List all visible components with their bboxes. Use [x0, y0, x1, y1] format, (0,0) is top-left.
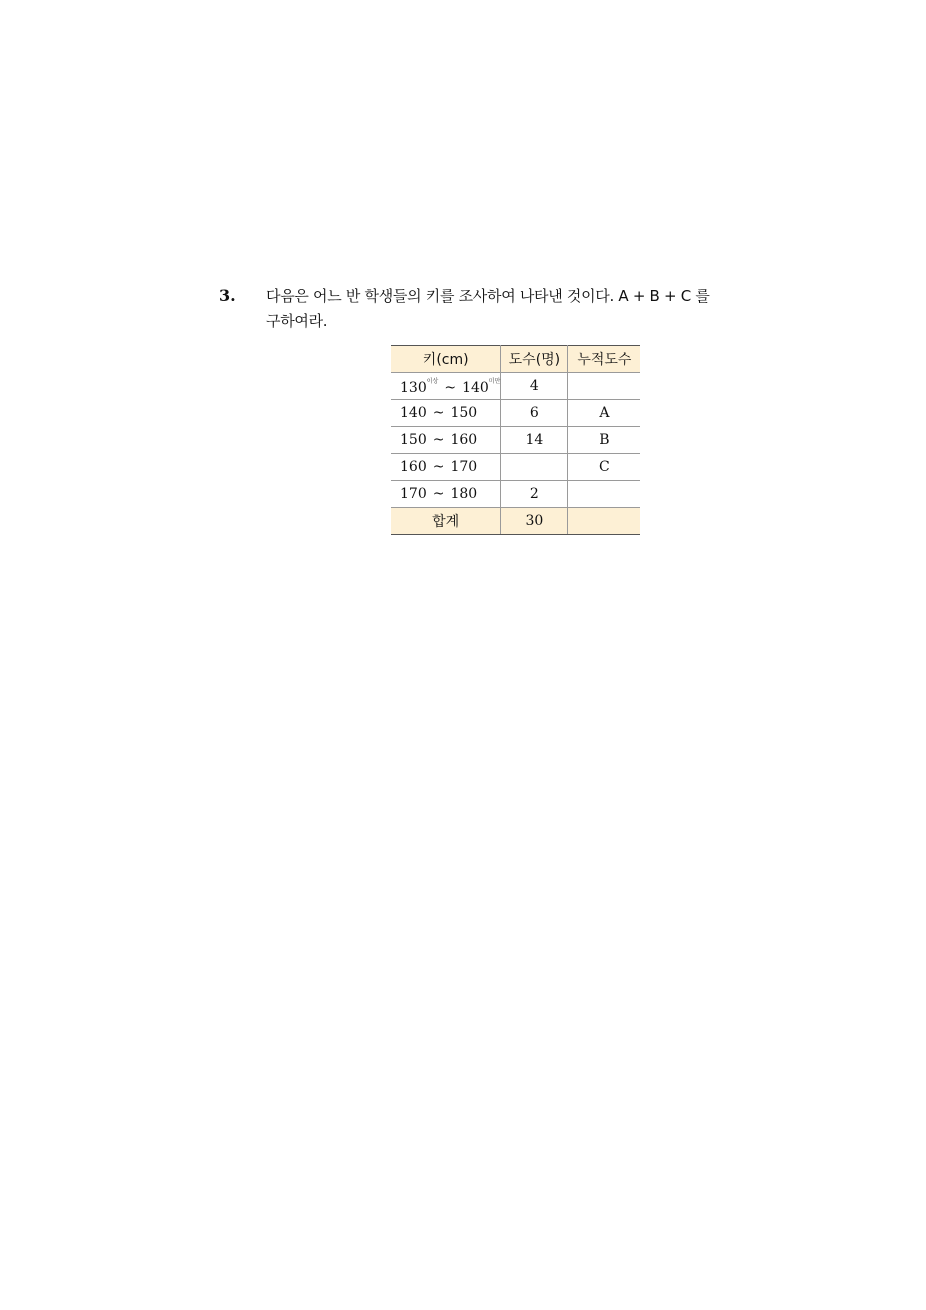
frequency-table	[391, 345, 640, 535]
class-interval	[391, 481, 501, 508]
interval-lower-bound: 130	[400, 380, 427, 396]
interval-tilde: ~	[432, 405, 445, 421]
problem-statement	[266, 284, 746, 334]
table-header-row	[391, 346, 640, 373]
interval-lower-bound: 150	[400, 432, 427, 448]
table-row	[391, 481, 640, 508]
interval-tilde: ~	[432, 486, 445, 502]
table-row	[391, 454, 640, 481]
total-frequency: 30	[501, 508, 568, 535]
inclusive-note: 이상	[426, 378, 439, 385]
frequency-cell: 4	[501, 373, 568, 400]
problem-statement-line-1: 다음은 어느 반 학생들의 키를 조사하여 나타낸 것이다. A + B + C 를	[266, 287, 710, 305]
total-cumulative-frequency	[568, 508, 641, 535]
class-interval	[391, 373, 501, 400]
problem-statement-line-2: 구하여라.	[266, 312, 328, 330]
frequency-cell: 6	[501, 400, 568, 427]
total-row	[391, 508, 640, 535]
interval-lower-bound: 170	[400, 486, 427, 502]
frequency-cell: 2	[501, 481, 568, 508]
class-interval	[391, 427, 501, 454]
interval-tilde: ~	[432, 459, 445, 475]
total-label: 합계	[391, 508, 501, 535]
table-row	[391, 427, 640, 454]
header-frequency: 도수(명)	[501, 346, 568, 373]
table-row	[391, 400, 640, 427]
frequency-cell: 14	[501, 427, 568, 454]
cumulative-frequency-cell: A	[568, 400, 641, 427]
interval-tilde: ~	[432, 432, 445, 448]
cumulative-frequency-cell	[568, 373, 641, 400]
frequency-cell	[501, 454, 568, 481]
problem-number: 3.	[219, 286, 236, 305]
interval-lower-bound: 140	[400, 405, 427, 421]
interval-upper-bound: 180	[450, 486, 478, 502]
header-cumulative-frequency: 누적도수	[568, 346, 641, 373]
class-interval	[391, 454, 501, 481]
table-row	[391, 373, 640, 400]
interval-upper-bound: 150	[450, 405, 478, 421]
interval-lower-bound: 160	[400, 459, 427, 475]
interval-tilde: ~	[444, 380, 457, 396]
interval-upper-bound: 140	[462, 380, 489, 396]
interval-upper-bound: 170	[450, 459, 478, 475]
header-height: 키(cm)	[391, 346, 501, 373]
class-interval	[391, 400, 501, 427]
cumulative-frequency-cell: B	[568, 427, 641, 454]
exclusive-note: 미만	[488, 378, 501, 385]
interval-upper-bound: 160	[450, 432, 478, 448]
cumulative-frequency-cell	[568, 481, 641, 508]
cumulative-frequency-cell: C	[568, 454, 641, 481]
